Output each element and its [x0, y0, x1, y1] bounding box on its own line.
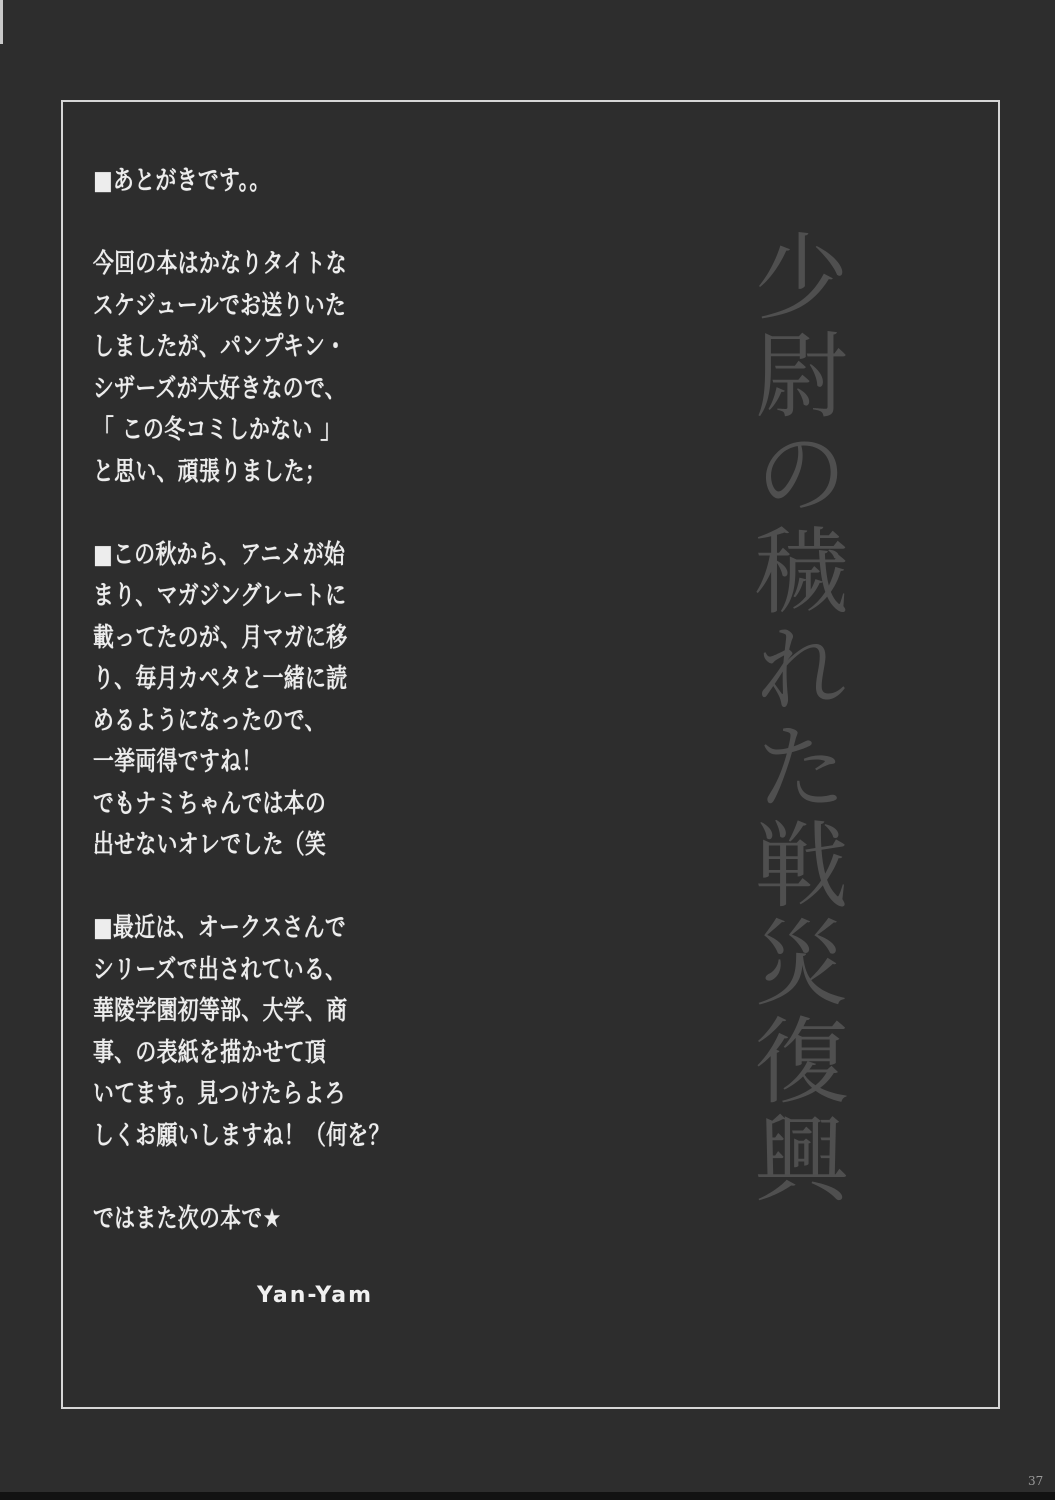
afterword-line: スケジュールでお送りいた [93, 290, 347, 321]
afterword-line: 今回の本はかなりタイトな [93, 249, 347, 279]
afterword-line: しましたが、パンプキン・ [93, 332, 347, 362]
afterword-line: 載ってたのが、月マガに移 [93, 622, 348, 653]
afterword-paragraph [93, 535, 513, 867]
afterword-line: めるようになったので、 [93, 705, 326, 736]
afterword-paragraph [93, 1199, 513, 1241]
afterword-line: ■この秋から、アニメが始 [93, 539, 346, 570]
afterword-line: シザーズが大好きなので、 [93, 373, 346, 404]
scan-edge-artifact [0, 0, 3, 44]
page-number: 37 [1028, 1474, 1044, 1488]
afterword-line: 華陵学園初等部、大学、商 [93, 996, 348, 1026]
scan-bottom-edge [0, 1492, 1055, 1500]
afterword-line: いてます。見つけたらよろ [93, 1079, 346, 1109]
afterword-line: と思い、頑張りました； [93, 456, 327, 487]
afterword-line: 一挙両得ですね！ [93, 747, 263, 777]
afterword-line: ではまた次の本で★ [93, 1203, 282, 1234]
afterword-line: まり、マガジングレートに [93, 581, 347, 611]
afterword-line: 出せないオレでした（笑 [93, 830, 327, 860]
afterword-line: 「 この冬コミしかない 」 [93, 415, 342, 445]
afterword-paragraph [93, 908, 513, 1157]
afterword-line: しくお願いしますね！（何を？ [93, 1120, 390, 1151]
afterword-line: ■あとがきです。。 [93, 166, 271, 196]
afterword-line: ■最近は、オークスさんで [93, 913, 347, 943]
afterword-paragraph [93, 161, 513, 203]
afterword-line: でもナミちゃんでは本の [93, 788, 327, 819]
afterword-text-block [93, 161, 513, 1240]
author-signature: Yan-Yam [257, 1283, 373, 1308]
afterword-line: 事、の表紙を描かせて頂 [93, 1037, 327, 1068]
afterword-line: り、毎月カペタと一緒に読 [93, 664, 348, 694]
vertical-chapter-title: 少尉の穢れた戦災復興 [738, 228, 847, 1208]
afterword-paragraph [93, 244, 513, 493]
afterword-line: シリーズで出されている、 [93, 954, 347, 985]
